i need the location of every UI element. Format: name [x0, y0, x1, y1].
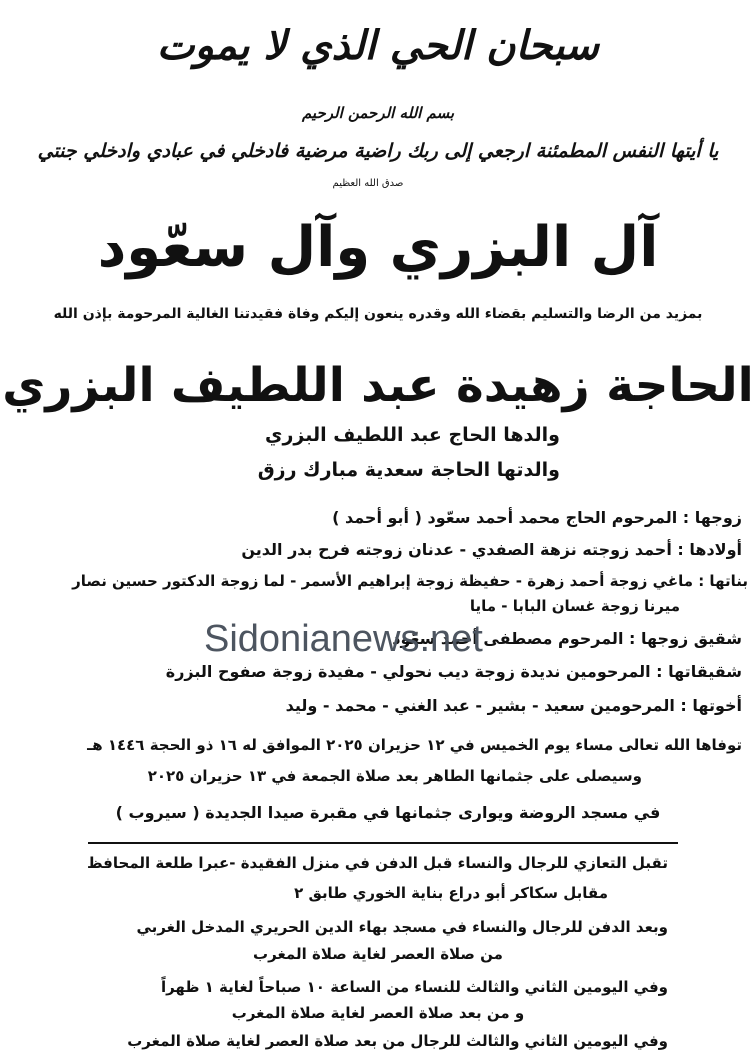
separator-line	[88, 842, 678, 844]
families-title: آل البزري وآل سعّود	[97, 215, 659, 280]
calligraphy-title: سبحان الحي الذي لا يموت	[156, 22, 600, 69]
intro-text: بمزيد من الرضا والتسليم بقضاء الله وقدره ينعون إليكم وفاة فقيدتنا الغالية المرحومة بإذن الله	[53, 306, 703, 322]
deceased-name: الحاجة زهيدة عبد اللطيف البزري	[2, 358, 754, 413]
condolences-line-5: وفي اليومين الثاني والثالث للنساء من الساعة ١٠ صباحاً لغاية ١ ظهراً	[160, 978, 668, 996]
brothers-line: أخوتها : المرحومين سعيد - بشير - عبد الغني - محمد - وليد	[285, 696, 742, 715]
condolences-line-7: وفي اليومين الثاني والثالث للرجال من بعد صلاة العصر لغاية صلاة المغرب	[127, 1032, 668, 1050]
watermark-text: Sidonianews.net	[204, 618, 483, 660]
condolences-line-1: تقبل التعازي للرجال والنساء قبل الدفن في منزل الفقيدة -عبرا طلعة المحافظ	[87, 854, 668, 872]
quran-verse: يا أيتها النفس المطمئنة ارجعي إلى ربك راضية مرضية فادخلي في عبادي وادخلي جنتي	[37, 140, 719, 162]
condolences-line-2: مقابل سكاكر أبو دراع بناية الخوري طابق ٢	[294, 884, 608, 902]
condolences-line-4: من صلاة العصر لغاية صلاة المغرب	[253, 945, 503, 963]
condolences-line-6: و من بعد صلاة العصر لغاية صلاة المغرب	[231, 1004, 525, 1022]
basmala: بسم الله الرحمن الرحيم	[301, 104, 455, 122]
death-notice-line-3: في مسجد الروضة ويوارى جثمانها في مقبرة صيدا الجديدة ( سيروب )	[115, 803, 661, 822]
death-notice-line-2: وسيصلى على جثمانها الطاهر بعد صلاة الجمعة في ١٣ حزيران ٢٠٢٥	[147, 767, 642, 785]
condolences-line-3: وبعد الدفن للرجال والنساء في مسجد بهاء الدين الحريري المدخل الغربي	[136, 918, 668, 936]
sadaqa-text: صدق الله العظيم	[332, 178, 404, 189]
daughters-line-2: ميرنا زوجة غسان البابا - مايا	[469, 597, 680, 615]
death-notice-line-1: توفاها الله تعالى مساء يوم الخميس في ١٢ حزيران ٢٠٢٥ الموافق له ١٦ ذو الحجة ١٤٤٦ هـ	[87, 736, 742, 754]
sisters-line: شقيقاتها : المرحومين نديدة زوجة ديب نحولي - مفيدة زوجة صفوح البزرة	[165, 662, 742, 681]
brother-in-law-line: شقيق زوجها : المرحوم مصطفى أحمد سعّود	[392, 629, 742, 648]
mother-line: والدتها الحاجة سعدية مبارك رزق	[257, 459, 560, 481]
father-line: والدها الحاج عبد اللطيف البزري	[265, 424, 560, 446]
sons-line: أولادها : أحمد زوجته نزهة الصفدي - عدنان زوجته فرح بدر الدين	[241, 540, 742, 559]
husband-line: زوجها : المرحوم الحاج محمد أحمد سعّود ( أبو أحمد )	[332, 508, 742, 527]
daughters-line-1: بناتها : ماغي زوجة أحمد زهرة - حفيظة زوجة إبراهيم الأسمر - لما زوجة الدكتور حسين نصار	[72, 572, 748, 590]
